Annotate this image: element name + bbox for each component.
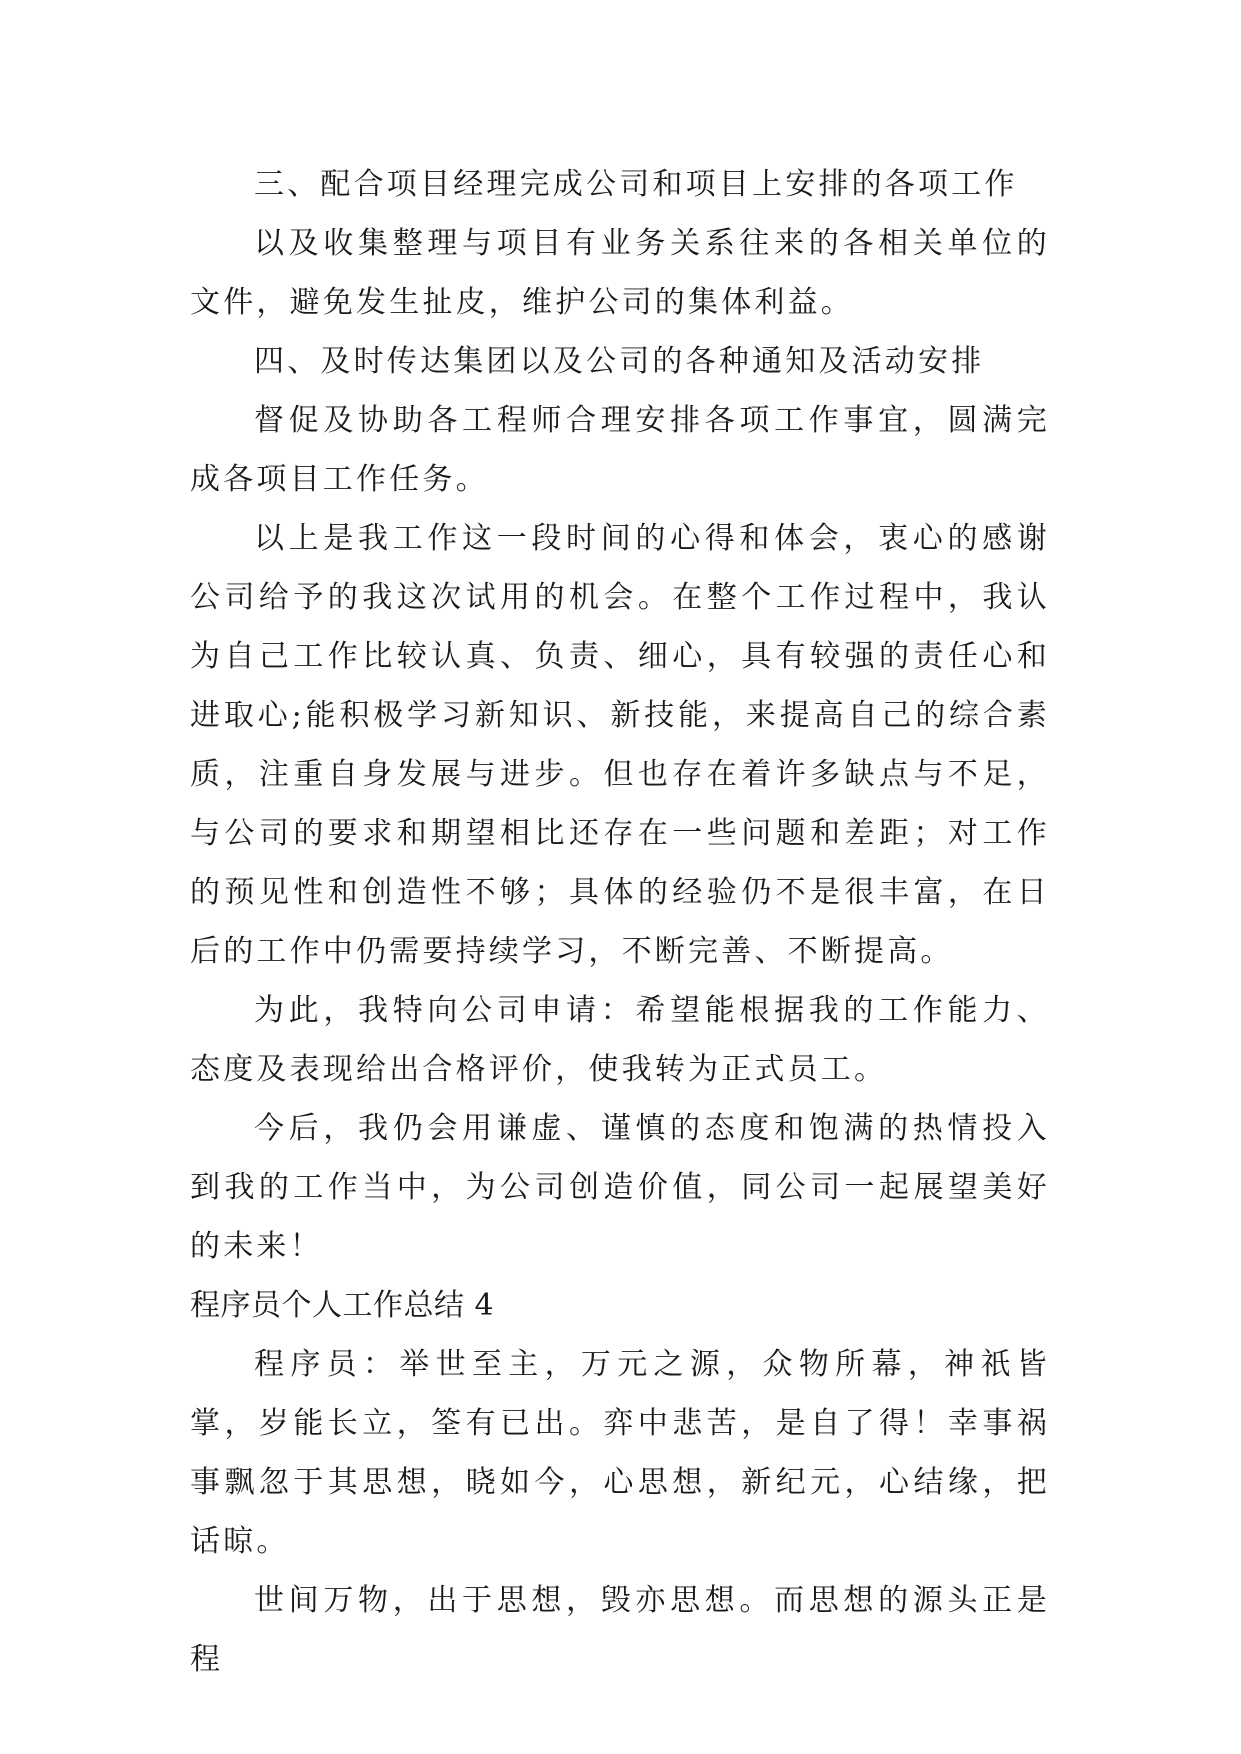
section-heading: 程序员个人工作总结 4 — [190, 1288, 495, 1323]
paragraph-world-thought: 世间万物，出于思想，毁亦思想。而思想的源头正是程 — [190, 1583, 1050, 1677]
paragraph-file-collection: 以及收集整理与项目有业务关系往来的各相关单位的文件，避免发生扯皮，维护公司的集体利益。 — [190, 226, 1050, 320]
paragraph-application: 为此，我特向公司申请：希望能根据我的工作能力、态度及表现给出合格评价，使我转为正式员工。 — [190, 993, 1050, 1087]
paragraph-future: 今后，我仍会用谦虚、谨慎的态度和饱满的热情投入到我的工作当中，为公司创造价值，同公司一起展望美好的未来！ — [190, 1111, 1050, 1264]
paragraph-section-four: 四、及时传达集团以及公司的各种通知及活动安排 — [254, 344, 985, 379]
paragraph-reflection: 以上是我工作这一段时间的心得和体会，衷心的感谢公司给予的我这次试用的机会。在整个工作过程中，我认为自己工作比较认真、负责、细心，具有较强的责任心和进取心;能积极学习新知识、新技能，来提高自己的综合素质，注重自身发展与进步。但也存在着许多缺点与不足，与公司的要求和期望相比还存在一些问题和差距；对工作的预见性和创造性不够；具体的经验仍不是很丰富，在日后的工作中仍需要持续学习，不断完善、不断提高。 — [190, 521, 1050, 969]
paragraph-programmer-intro: 程序员：举世至主，万元之源，众物所幕，神祇皆掌，岁能长立，筌有已出。弈中悲苦，是自了得！幸事祸事飘忽于其思想，晓如今，心思想，新纪元，心结缘，把话晾。 — [190, 1347, 1050, 1559]
document-page — [190, 155, 1050, 1689]
paragraph-section-three: 三、配合项目经理完成公司和项目上安排的各项工作 — [254, 167, 1018, 202]
paragraph-supervise: 督促及协助各工程师合理安排各项工作事宜，圆满完成各项目工作任务。 — [190, 403, 1050, 497]
